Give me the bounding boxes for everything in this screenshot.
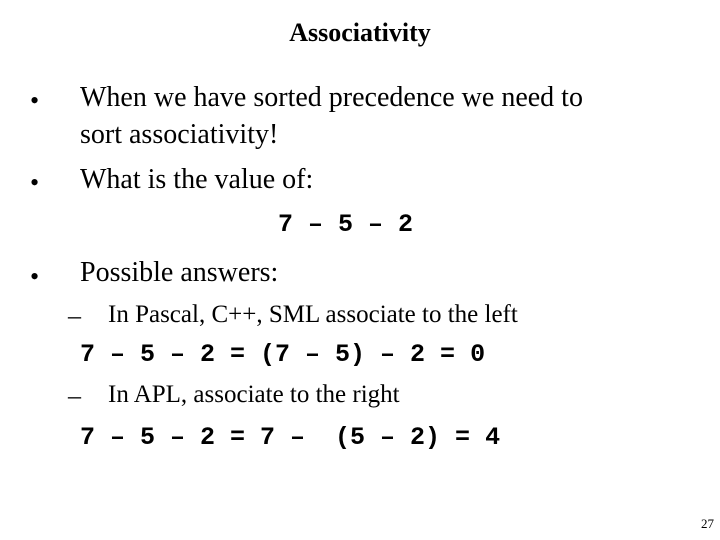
slide-title: Associativity — [289, 18, 431, 47]
sub-bullet-marker: – — [68, 381, 81, 410]
code-right-assoc: 7 – 5 – 2 = 7 – (5 – 2) = 4 — [80, 423, 501, 452]
sub-bullet-marker: – — [68, 301, 81, 330]
bullet-text-possible-answers: Possible answers: — [80, 257, 279, 288]
bullet-marker: • — [30, 262, 40, 291]
bullet-text-value-of: What is the value of: — [80, 164, 314, 195]
sub-bullet-text-right-assoc: In APL, associate to the right — [108, 381, 400, 408]
bullet-text-sorted-precedence: When we have sorted precedence we need to — [80, 82, 583, 113]
code-left-assoc: 7 – 5 – 2 = (7 – 5) – 2 = 0 — [80, 340, 486, 369]
expression: 7 – 5 – 2 — [278, 210, 414, 239]
slide-number: 27 — [701, 516, 714, 531]
bullet-marker: • — [30, 168, 40, 197]
bullet-marker: • — [30, 86, 40, 115]
sub-bullet-text-left-assoc: In Pascal, C++, SML associate to the left — [108, 301, 518, 328]
bullet-text-continuation: sort associativity! — [80, 119, 279, 150]
